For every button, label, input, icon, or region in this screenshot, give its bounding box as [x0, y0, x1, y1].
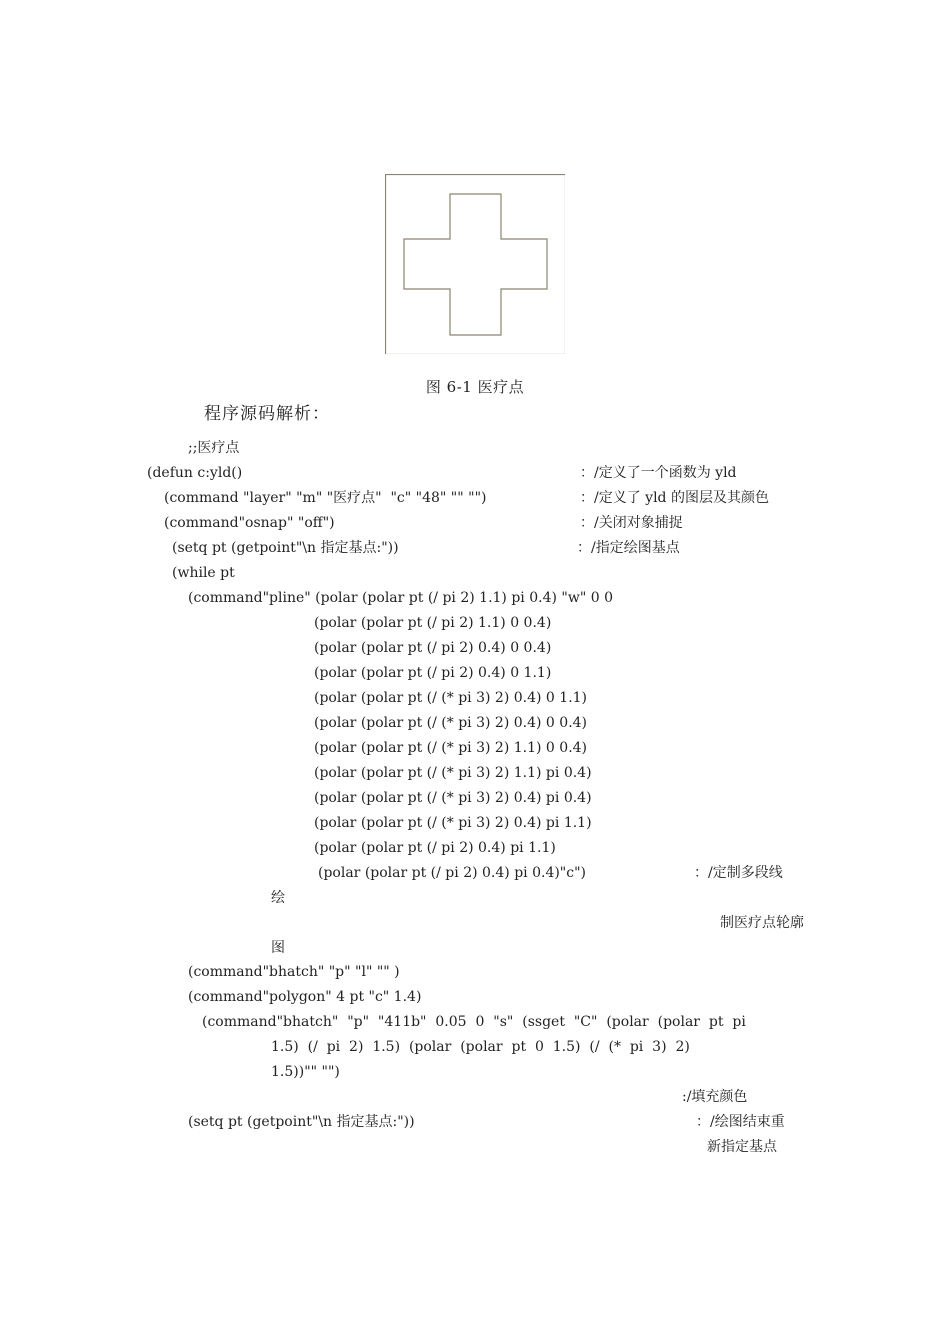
cross-outline [404, 194, 547, 335]
code-line: (polar (polar pt (/ pi 2) 0.4) pi 0.4)"c") [318, 865, 586, 881]
code-line: 绘 [271, 890, 285, 906]
code-line: 1.5))"" "") [271, 1064, 340, 1080]
code-comment: ：/定制多段线 [694, 865, 783, 881]
code-comment: ：/指定绘图基点 [577, 540, 680, 556]
code-line: (polar (polar pt (/ pi 2) 0.4) pi 1.1) [314, 840, 556, 856]
section-heading: 程序源码解析： [204, 404, 330, 424]
code-comment: ：/定义了一个函数为 yld [580, 465, 737, 481]
code-comment: :/填充颜色 [682, 1089, 748, 1105]
code-line: (polar (polar pt (/ (* pi 3) 2) 0.4) pi 1.1) [314, 815, 592, 831]
code-line: 1.5) (/ pi 2) 1.5) (polar (polar pt 0 1.5) (/ (* pi 3) 2) [271, 1039, 690, 1055]
code-comment: ：/定义了 yld 的图层及其颜色 [580, 490, 769, 506]
code-line: (polar (polar pt (/ (* pi 3) 2) 0.4) 0 0.4) [314, 715, 588, 731]
code-line: (command"bhatch" "p" "l" "" ) [188, 964, 400, 980]
code-comment: ：/绘图结束重 [696, 1114, 785, 1130]
code-line: (polar (polar pt (/ (* pi 3) 2) 1.1) 0 0.4) [314, 740, 588, 756]
code-line: (polar (polar pt (/ (* pi 3) 2) 0.4) pi 0.4) [314, 790, 592, 806]
medical-point-figure [385, 174, 565, 354]
code-line: ;;医疗点 [188, 440, 240, 456]
code-line: (polar (polar pt (/ (* pi 3) 2) 0.4) 0 1.1) [314, 690, 588, 706]
code-line: (polar (polar pt (/ pi 2) 0.4) 0 1.1) [314, 665, 552, 681]
code-line: (command"bhatch" "p" "411b" 0.05 0 "s" (ssget "C" (polar (polar pt pi [202, 1014, 746, 1030]
code-line: (polar (polar pt (/ pi 2) 0.4) 0 0.4) [314, 640, 552, 656]
figure-caption: 图 6-1 医疗点 [425, 378, 525, 396]
code-line: (while pt [172, 565, 235, 581]
code-line: (command"pline" (polar (polar pt (/ pi 2) 1.1) pi 0.4) "w" 0 0 [188, 590, 613, 606]
code-line: (polar (polar pt (/ pi 2) 1.1) 0 0.4) [314, 615, 552, 631]
code-comment: 制医疗点轮廓 [720, 915, 804, 931]
code-line: 图 [271, 940, 285, 956]
code-line: (polar (polar pt (/ (* pi 3) 2) 1.1) pi 0.4) [314, 765, 592, 781]
code-comment: ：/关闭对象捕捉 [580, 515, 683, 531]
cross-diagram [385, 174, 565, 354]
code-comment: 新指定基点 [707, 1139, 777, 1155]
code-line: (command"polygon" 4 pt "c" 1.4) [188, 989, 422, 1005]
code-line: (setq pt (getpoint"\n 指定基点:")) [172, 540, 399, 556]
outer-square [386, 175, 566, 355]
code-line: (command "layer" "m" "医疗点" "c" "48" "" "") [164, 490, 487, 506]
code-line: (setq pt (getpoint"\n 指定基点:")) [188, 1114, 415, 1130]
code-line: (command"osnap" "off") [164, 515, 335, 531]
code-line: (defun c:yld() [147, 465, 243, 481]
